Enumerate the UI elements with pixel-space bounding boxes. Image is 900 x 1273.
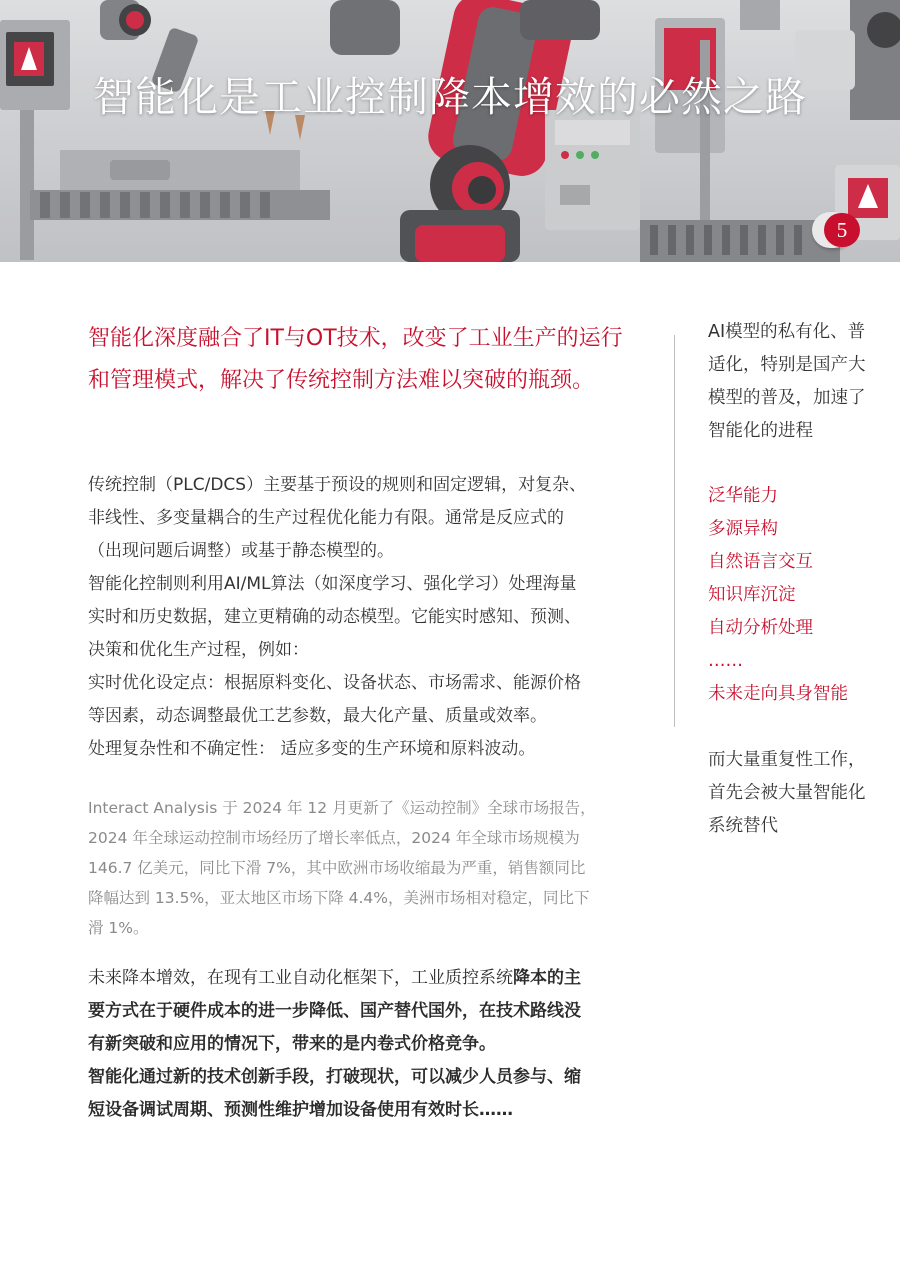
header-banner	[0, 0, 900, 262]
lead-line: 智能化深度融合了IT与OT技术，改变了工业生产的运行	[88, 326, 623, 351]
lead-statement	[88, 318, 668, 402]
feature-item: 多源异构	[708, 519, 778, 539]
body-line: 非线性、多变量耦合的生产过程优化能力有限。通常是反应式的	[88, 508, 564, 528]
sidebar-feature-list	[708, 480, 893, 711]
note-line: 滑 1%。	[88, 919, 149, 937]
lead-line: 和管理模式，解决了传统控制方法难以突破的瓶颈。	[88, 368, 595, 393]
conclusion-bold-text: 要方式在于硬件成本的进一步降低、国产替代国外，在技术路线没	[88, 1001, 581, 1021]
note-line: 146.7 亿美元，同比下滑 7%，其中欧洲市场收缩最为严重，销售额同比	[88, 859, 586, 877]
sidebar-intro-line: 适化，特别是国产大	[708, 355, 866, 375]
conclusion-line	[88, 1061, 633, 1094]
body-line: 传统控制（PLC/DCS）主要基于预设的规则和固定逻辑，对复杂、	[88, 475, 587, 495]
conclusion-bold-text: 降本的主	[513, 968, 581, 988]
page-number: 5	[836, 218, 848, 242]
note-line: 降幅达到 13.5%，亚太地区市场下降 4.4%，美洲市场相对稳定，同比下	[88, 889, 590, 907]
sidebar-outro	[708, 744, 893, 843]
conclusion-bold-text: 有新突破和应用的情况下，带来的是内卷式价格竞争。	[88, 1034, 496, 1054]
note-line: Interact Analysis 于 2024 年 12 月更新了《运动控制》全球市场报告，	[88, 799, 596, 817]
sidebar-outro-line: 而大量重复性工作，	[708, 750, 866, 770]
page-number-badge	[812, 212, 864, 248]
conclusion-bold-text: 短设备调试周期、预测性维护增加设备使用有效时长……	[88, 1100, 513, 1120]
body-line: 等因素，动态调整最优工艺参数，最大化产量、质量或效率。	[88, 706, 547, 726]
conclusion-line	[88, 1028, 633, 1061]
sidebar-outro-line: 首先会被大量智能化	[708, 783, 866, 803]
conclusion-bold-text: 智能化通过新的技术创新手段，打破现状，可以减少人员参与、缩	[88, 1067, 581, 1087]
sidebar-intro-line: AI模型的私有化、普	[708, 322, 866, 342]
feature-item: 自然语言交互	[708, 552, 813, 572]
body-line: 处理复杂性和不确定性： 适应多变的生产环境和原料波动。	[88, 739, 536, 759]
market-report-note	[88, 793, 633, 943]
body-line: 智能化控制则利用AI/ML算法（如深度学习、强化学习）处理海量	[88, 574, 577, 594]
robot-arm-illustration-icon	[0, 0, 900, 262]
conclusion-plain-text: 未来降本增效，在现有工业自动化框架下，工业质控系统	[88, 968, 513, 988]
conclusion-line	[88, 962, 633, 995]
note-line: 2024 年全球运动控制市场经历了增长率低点，2024 年全球市场规模为	[88, 829, 580, 847]
conclusion-line	[88, 995, 633, 1028]
conclusion-line	[88, 1094, 633, 1127]
sidebar-intro-line: 模型的普及，加速了	[708, 388, 866, 408]
sidebar-intro-line: 智能化的进程	[708, 421, 813, 441]
feature-item: ……	[708, 651, 743, 671]
body-line: （出现问题后调整）或基于静态模型的。	[88, 541, 394, 561]
feature-item: 自动分析处理	[708, 618, 813, 638]
feature-item: 知识库沉淀	[708, 585, 796, 605]
body-paragraphs	[88, 469, 633, 766]
feature-item: 泛华能力	[708, 486, 778, 506]
body-line: 实时和历史数据，建立更精确的动态模型。它能实时感知、预测、	[88, 607, 581, 627]
conclusion-paragraph	[88, 962, 633, 1127]
feature-item: 未来走向具身智能	[708, 684, 848, 704]
sidebar-intro	[708, 316, 893, 448]
sidebar-outro-line: 系统替代	[708, 816, 778, 836]
body-line: 决策和优化生产过程，例如：	[88, 640, 309, 660]
body-line: 实时优化设定点：根据原料变化、设备状态、市场需求、能源价格	[88, 673, 581, 693]
column-divider	[674, 335, 675, 727]
page-title: 智能化是工业控制降本增效的必然之路	[93, 73, 807, 121]
